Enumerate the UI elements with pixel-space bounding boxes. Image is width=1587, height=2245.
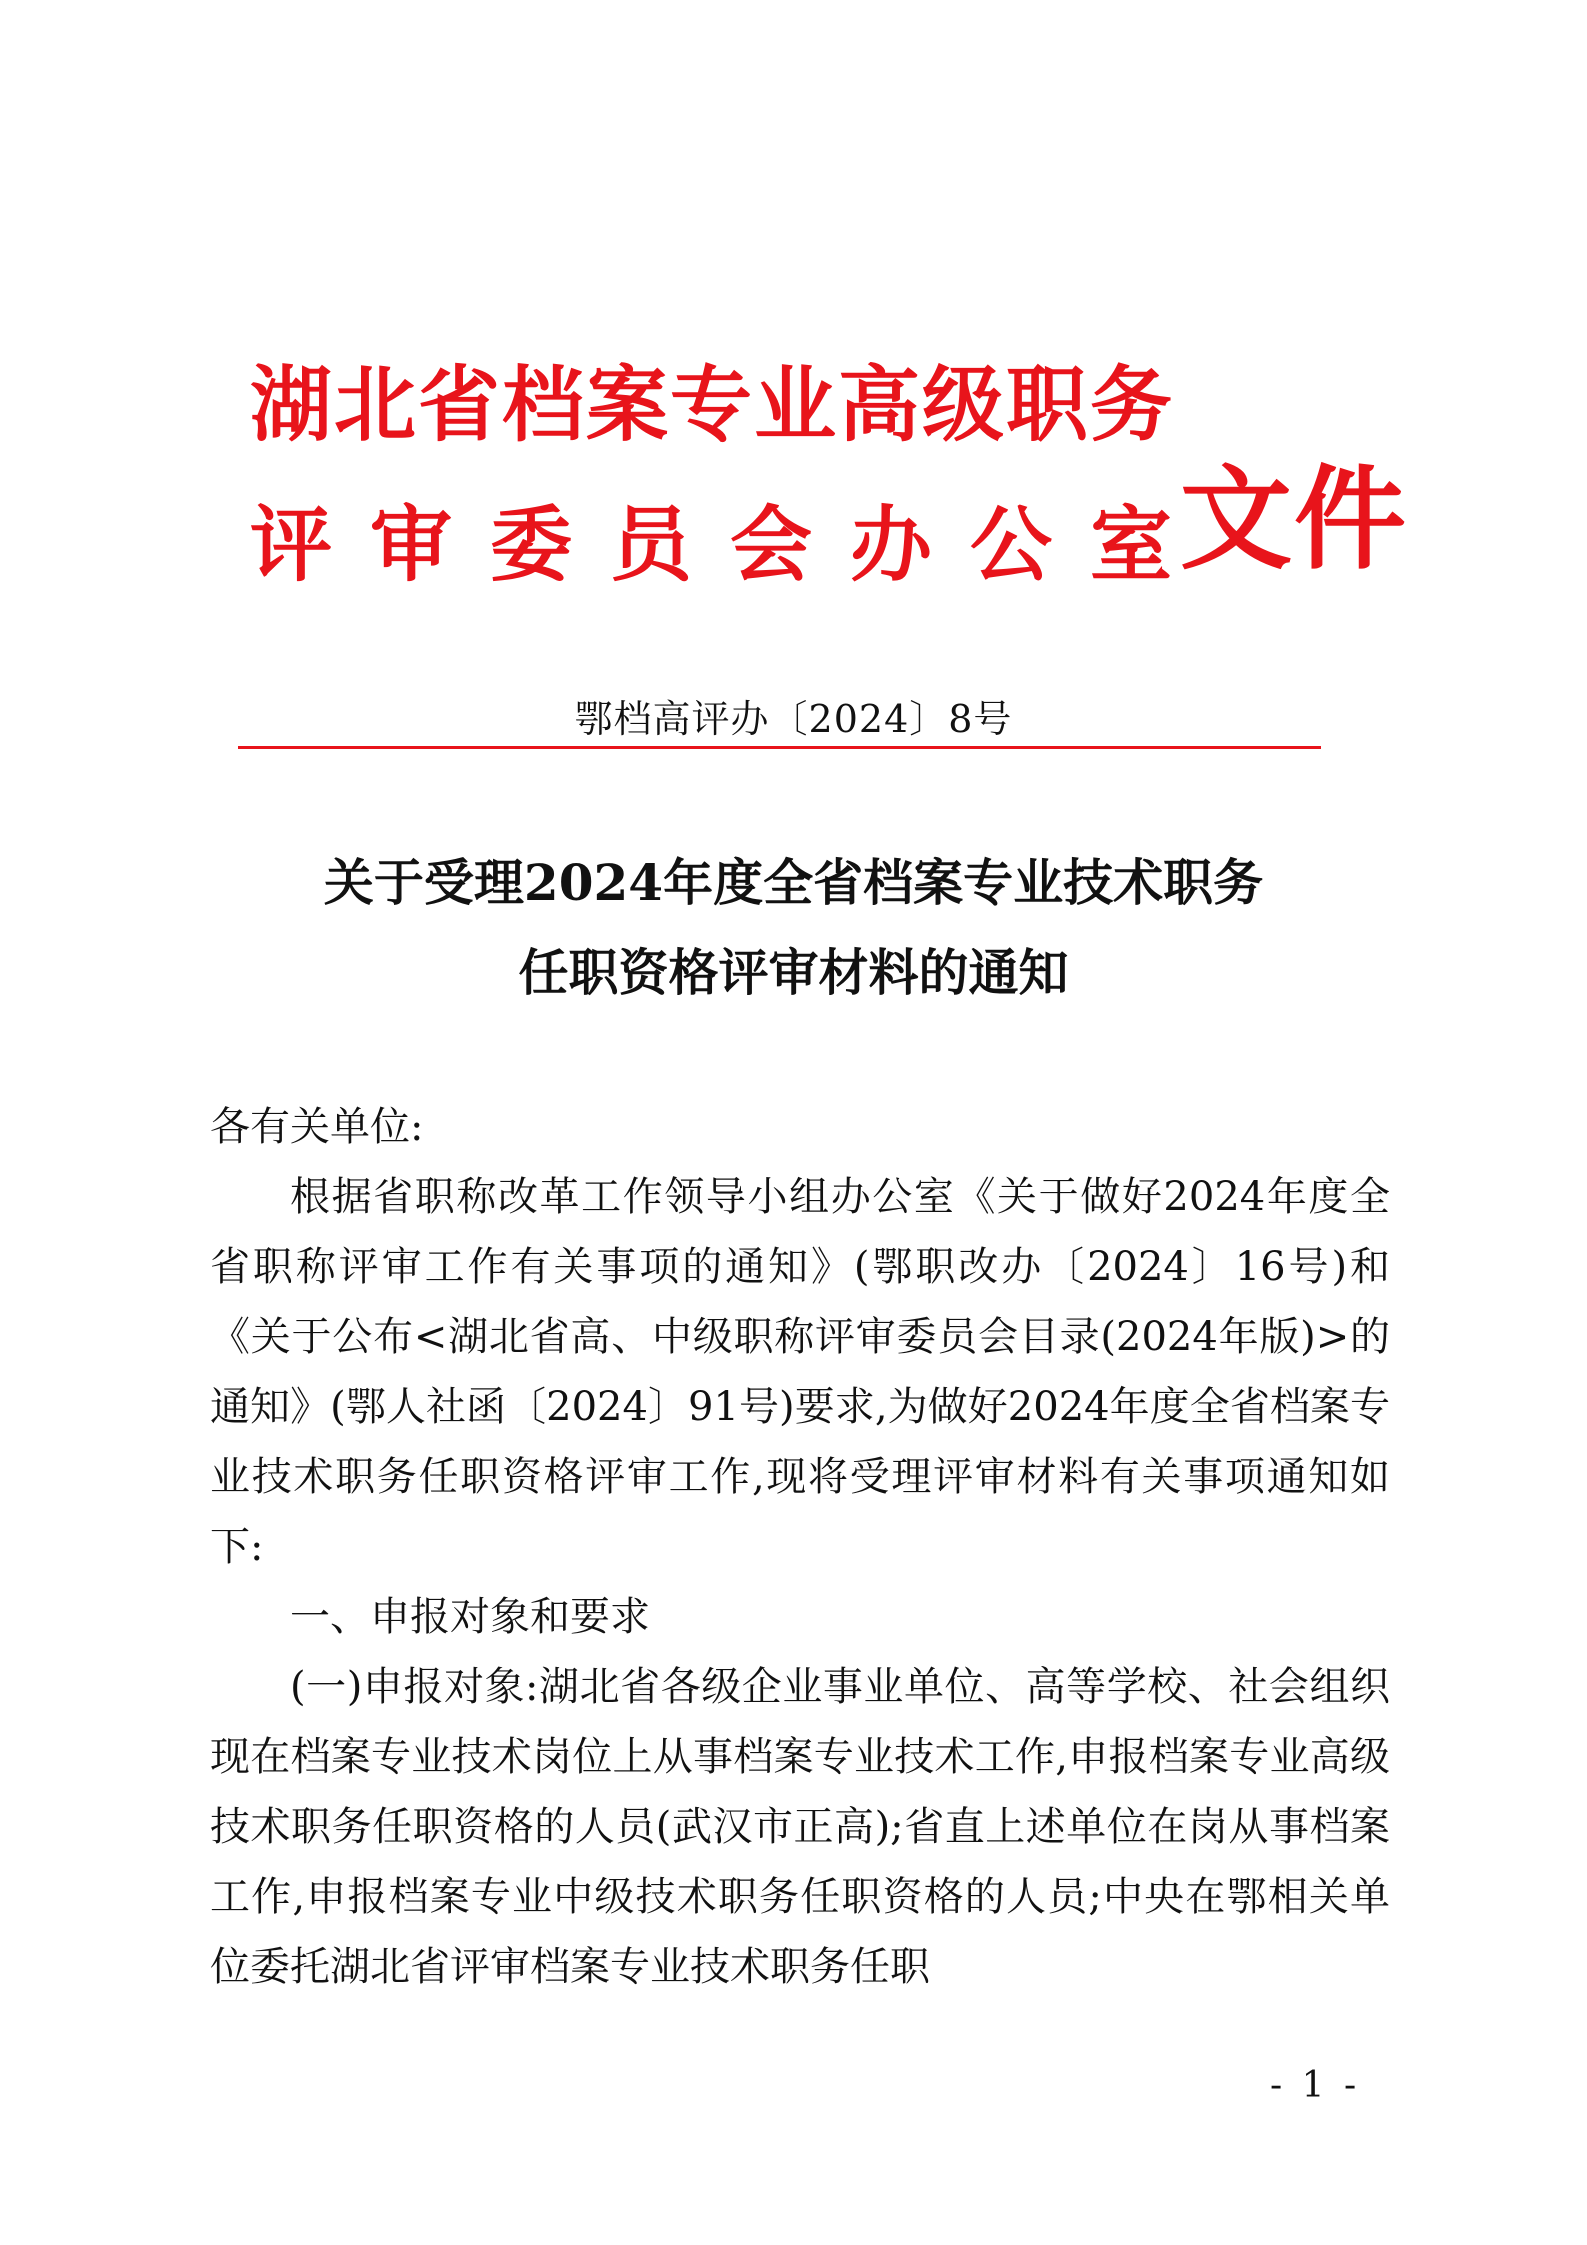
document-body xyxy=(210,1092,1390,2002)
document-number: 鄂档高评办〔2024〕8号 xyxy=(574,697,1013,741)
title-line2: 任职资格评审材料的通知 xyxy=(518,943,1069,1002)
page-number: - 1 - xyxy=(1270,2065,1361,2106)
document-title xyxy=(0,838,1587,1018)
section-heading: 一、申报对象和要求 xyxy=(290,1594,650,1640)
title-line1: 关于受理2024年度全省档案专业技术职务 xyxy=(323,853,1264,912)
intro-paragraph: 根据省职称改革工作领导小组办公室《关于做好2024年度全省职称评审工作有关事项的通知》(鄂职改办〔2024〕16号)和《关于公布<湖北省高、中级职称评审委员会目录(2024年版)>的通知》(鄂人社函〔2024〕91号)要求,为做好2024年度全省档案专业技术职务任职资格评审工作,现将受理评审材料有关事项通知如下: xyxy=(210,1174,1390,1570)
salutation: 各有关单位: xyxy=(210,1104,424,1150)
masthead-line2: 评审委员会办公室 xyxy=(250,497,1211,593)
red-divider-line xyxy=(238,746,1321,749)
item-paragraph: (一)申报对象:湖北省各级企业事业单位、高等学校、社会组织现在档案专业技术岗位上从事档案专业技术工作,申报档案专业高级技术职务任职资格的人员(武汉市正高);省直上述单位在岗从事档案工作,申报档案专业中级技术职务任职资格的人员;中央在鄂相关单位委托湖北省评审档案专业技术职务任职 xyxy=(210,1664,1390,1990)
masthead xyxy=(250,340,1408,600)
masthead-line1: 湖北省档案专业高级职务 xyxy=(250,357,1175,453)
masthead-suffix: 文件 xyxy=(1180,454,1408,585)
